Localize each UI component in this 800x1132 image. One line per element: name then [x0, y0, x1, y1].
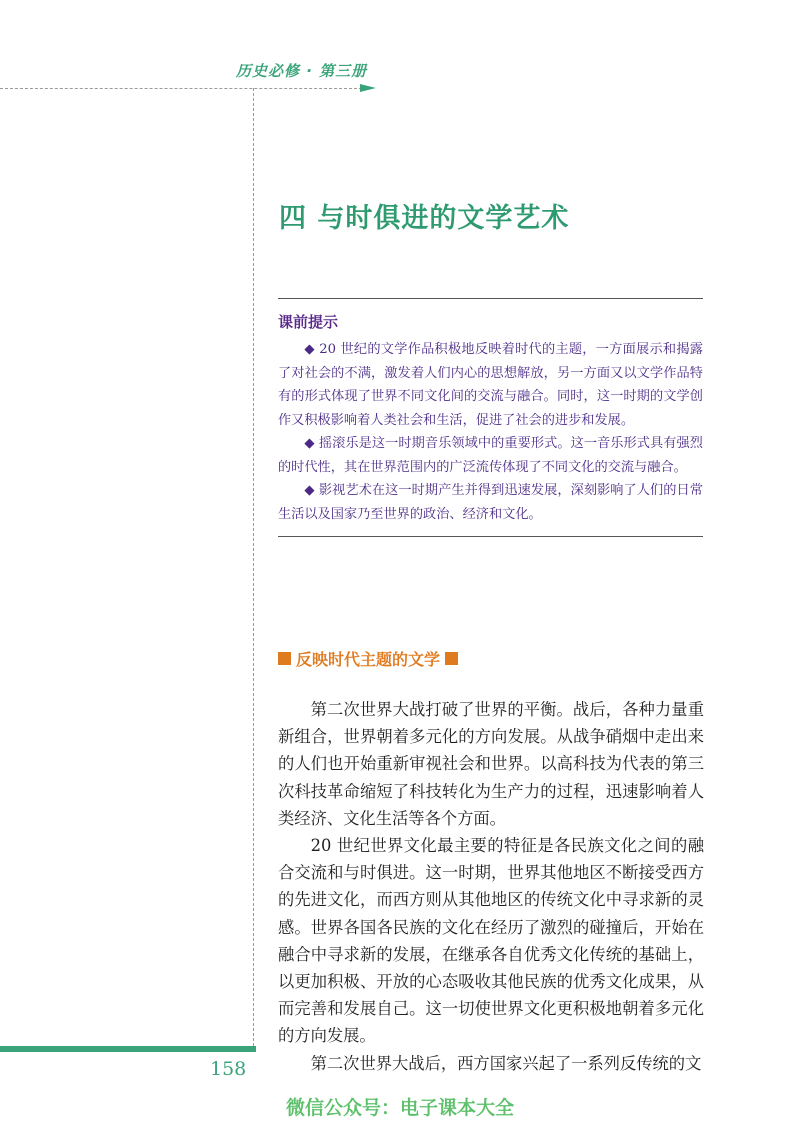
chapter-title: 四 与时俱进的文学艺术	[279, 203, 570, 234]
margin-divider	[253, 88, 254, 1046]
square-bullet-icon	[278, 652, 291, 665]
running-header: 历史必修 · 第三册	[236, 62, 368, 80]
footer-band	[0, 1046, 256, 1052]
header-divider	[0, 88, 362, 89]
body-paragraph: 第二次世界大战打破了世界的平衡。战后，各种力量重新组合，世界朝着多元化的方向发展。从战争硝烟中走出来的人们也开始重新审视社会和世界。以高科技为代表的第三次科技革命缩短了科技转化为生产力的过程，迅速影响着人类经济、文化生活等各个方面。	[278, 700, 704, 828]
tip-item: ◆ 影视艺术在这一时期产生并得到迅速发展，深刻影响了人们的日常生活以及国家乃至世界的政治、经济和文化。	[278, 483, 703, 522]
square-bullet-icon	[445, 652, 458, 665]
tip-item: ◆ 摇滚乐是这一时期音乐领域中的重要形式。这一音乐形式具有强烈的时代性，其在世界范围内的广泛流传体现了不同文化的交流与融合。	[278, 436, 703, 475]
tip-item: ◆ 20 世纪的文学作品积极地反映着时代的主题，一方面展示和揭露了对社会的不满，激发着人们内心的思想解放，另一方面又以文学作品特有的形式体现了世界不同文化间的交流与融合。同时，这一时期的文学创作又积极影响着人类社会和生活，促进了社会的进步和发展。	[278, 342, 703, 428]
body-text	[278, 696, 704, 1077]
arrow-icon	[360, 84, 376, 92]
section-heading	[278, 647, 458, 670]
section-heading-text: 反映时代主题的文学	[296, 650, 441, 669]
footer-watermark: 微信公众号：电子课本大全	[285, 1097, 514, 1119]
body-paragraph: 20 世纪世界文化最主要的特征是各民族文化之间的融合交流和与时俱进。这一时期，世界其他地区不断接受西方的先进文化，而西方则从其他地区的传统文化中寻求新的灵感。世界各国各民族的文化在经历了激烈的碰撞后，开始在融合中寻求新的发展，在继承各自优秀文化传统的基础上，以更加积极、开放的心态吸收其他民族的优秀文化成果，从而完善和发展自己。这一切使世界文化更积极地朝着多元化的方向发展。	[278, 836, 704, 1046]
body-paragraph: 第二次世界大战后，西方国家兴起了一系列反传统的文	[310, 1053, 702, 1073]
page-number: 158	[210, 1058, 247, 1080]
pre-class-tips-title: 课前提示	[278, 313, 339, 331]
pre-class-tips-box	[278, 298, 703, 537]
